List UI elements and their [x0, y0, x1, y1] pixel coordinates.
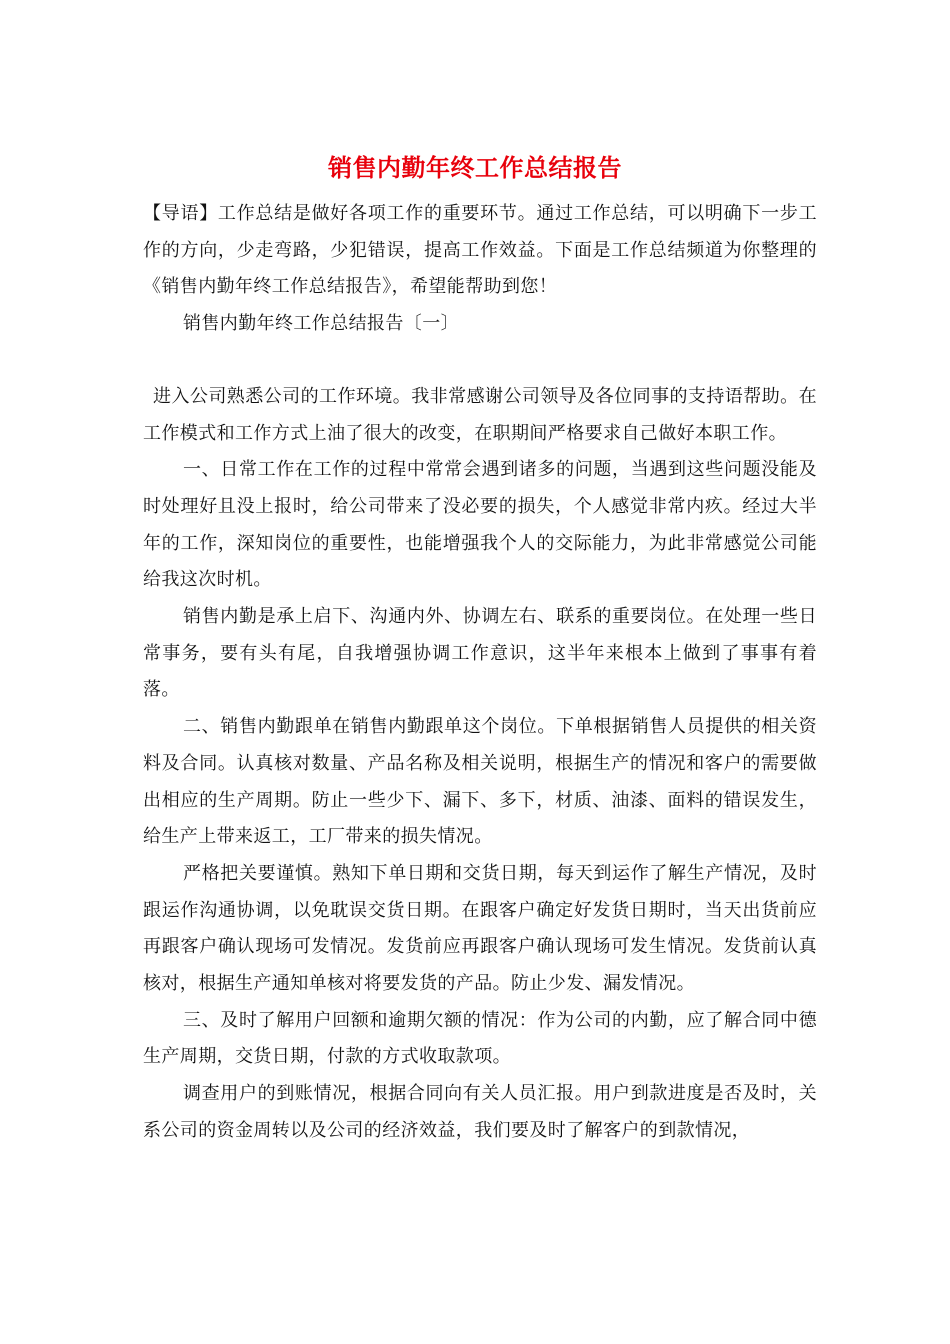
body-paragraph-1: 进入公司熟悉公司的工作环境。我非常感谢公司领导及各位同事的支持语帮助。在工作模式和工作方式上油了很大的改变，在职期间严格要求自己做好本职工作。 — [143, 385, 817, 444]
document-body — [143, 196, 817, 1150]
intro-paragraph: 【导语】工作总结是做好各项工作的重要环节。通过工作总结，可以明确下一步工作的方向，少走弯路，少犯错误，提高工作效益。下面是工作总结频道为你整理的《销售内勤年终工作总结报告》，希望能帮助到您！ — [143, 203, 817, 298]
section-subtitle: 销售内勤年终工作总结报告〔一〕 — [183, 313, 459, 335]
blank-line — [143, 343, 817, 379]
body-paragraph-4: 二、销售内勤跟单在销售内勤跟单这个岗位。下单根据销售人员提供的相关资料及合同。认真核对数量、产品名称及相关说明，根据生产的情况和客户的需要做出相应的生产周期。防止一些少下、漏下、多下，材质、油漆、面料的错误发生，给生产上带来返工，工厂带来的损失情况。 — [143, 716, 817, 848]
page-title: 销售内勤年终工作总结报告 — [328, 153, 622, 182]
body-paragraph-2: 一、日常工作在工作的过程中常常会遇到诸多的问题，当遇到这些问题没能及时处理好且没上报时，给公司带来了没必要的损失，个人感觉非常内疚。经过大半年的工作，深知岗位的重要性，也能增强我个人的交际能力，为此非常感觉公司能给我这次时机。 — [143, 459, 817, 591]
body-paragraph-3: 销售内勤是承上启下、沟通内外、协调左右、联系的重要岗位。在处理一些日常事务，要有头有尾，自我增强协调工作意识，这半年来根本上做到了事事有着落。 — [143, 606, 817, 701]
body-paragraph-6: 三、及时了解用户回额和逾期欠额的情况：作为公司的内勤，应了解合同中德生产周期，交货日期，付款的方式收取款项。 — [143, 1009, 817, 1068]
body-paragraph-5: 严格把关要谨慎。熟知下单日期和交货日期，每天到运作了解生产情况，及时跟运作沟通协调，以免耽误交货日期。在跟客户确定好发货日期时，当天出货前应再跟客户确认现场可发情况。发货前应再跟客户确认现场可发生情况。发货前认真核对，根据生产通知单核对将要发货的产品。防止少发、漏发情况。 — [143, 862, 817, 995]
body-paragraph-7: 调查用户的到账情况，根据合同向有关人员汇报。用户到款进度是否及时，关系公司的资金周转以及公司的经济效益，我们要及时了解客户的到款情况， — [143, 1083, 817, 1141]
